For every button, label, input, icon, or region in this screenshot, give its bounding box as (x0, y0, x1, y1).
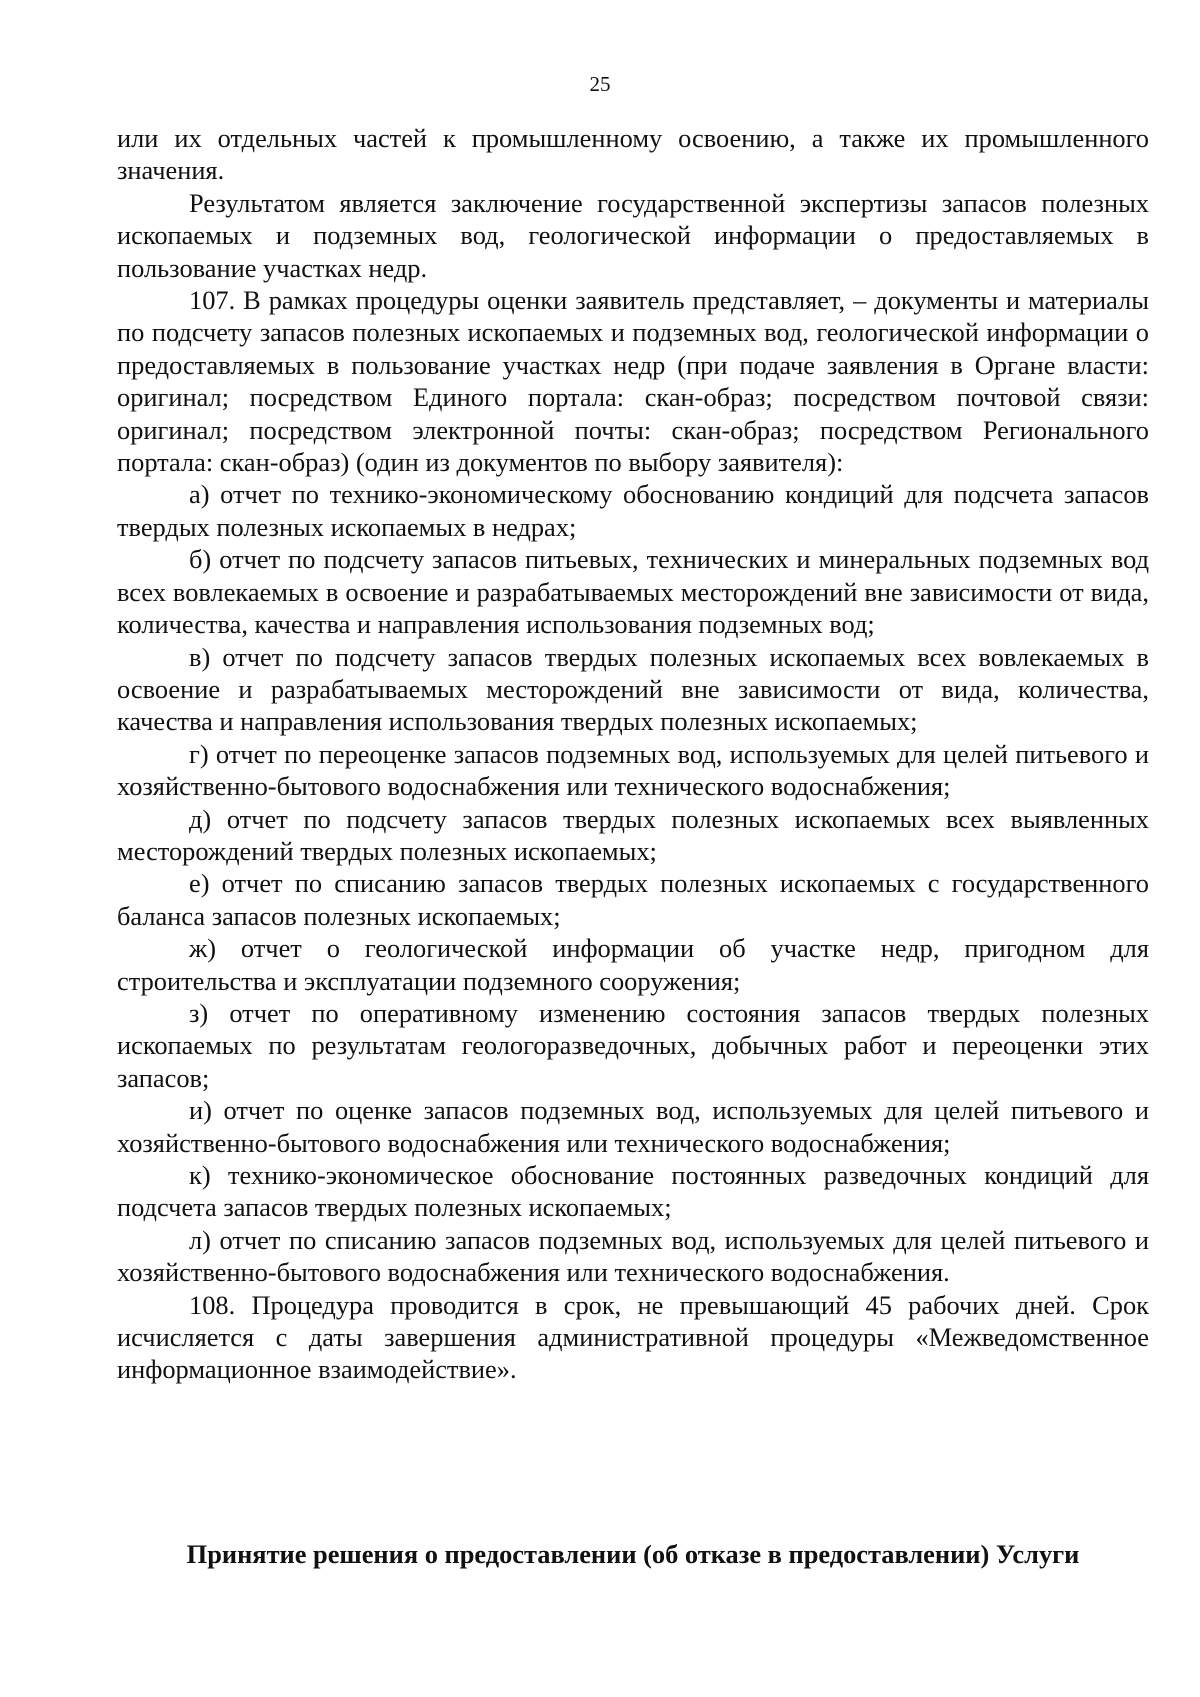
list-item-b: б) отчет по подсчету запасов питьевых, технических и минеральных подземных вод всех вовлекаемых в освоение и разрабатываемых месторождений вне зависимости от вида, количества, качества и направления использования подземных вод; (117, 544, 1149, 640)
section-heading: Принятие решения о предоставлении (об отказе в предоставлении) Услуги (186, 1539, 1080, 1569)
paragraph-108: 108. Процедура проводится в срок, не превышающий 45 рабочих дней. Срок исчисляется с даты завершения административной процедуры «Межведомственное информационное взаимодействие». (117, 1289, 1149, 1385)
list-item-k: к) технико-экономическое обоснование постоянных разведочных кондиций для подсчета запасов твердых полезных ископаемых; (117, 1160, 1149, 1223)
list-item-i: и) отчет по оценке запасов подземных вод, используемых для целей питьевого и хозяйственно-бытового водоснабжения или технического водоснабжения; (117, 1095, 1149, 1158)
list-item-v: в) отчет по подсчету запасов твердых полезных ископаемых всех вовлекаемых в освоение и разрабатываемых месторождений вне зависимости от вида, количества, качества и направления использования твердых полезных ископаемых; (117, 641, 1149, 737)
list-item-zh: ж) отчет о геологической информации об участке недр, пригодном для строительства и эксплуатации подземного сооружения; (117, 933, 1149, 996)
list-item-d: д) отчет по подсчету запасов твердых полезных ископаемых всех выявленных месторождений твердых полезных ископаемых; (117, 803, 1149, 866)
paragraph-continuation: или их отдельных частей к промышленному освоению, а также их промышленного значения. (117, 123, 1149, 186)
page-number: 25 (589, 72, 611, 96)
paragraph-result: Результатом является заключение государственной экспертизы запасов полезных ископаемых и подземных вод, геологической информации о предоставляемых в пользование участках недр. (117, 187, 1149, 283)
list-item-l: л) отчет по списанию запасов подземных вод, используемых для целей питьевого и хозяйственно-бытового водоснабжения или технического водоснабжения. (117, 1224, 1149, 1288)
list-item-a: а) отчет по технико-экономическому обоснованию кондиций для подсчета запасов твердых полезных ископаемых в недрах; (117, 479, 1149, 542)
paragraph-107: 107. В рамках процедуры оценки заявитель представляет, – документы и материалы по подсчету запасов полезных ископаемых и подземных вод, геологической информации о предоставляемых в пользование участках недр (при подаче заявления в Органе власти: оригинал; посредством Единого портала: скан-образ; посредством почтовой связи: оригинал; посредством электронной почты: скан-образ; посредством Регионального портала: скан-образ) (один из документов по выбору заявителя): (117, 285, 1149, 478)
body-text (117, 122, 1149, 1386)
list-item-z: з) отчет по оперативному изменению состояния запасов твердых полезных ископаемых по результатам геологоразведочных, добычных работ и переоценки этих запасов; (117, 997, 1149, 1093)
list-item-g: г) отчет по переоценке запасов подземных вод, используемых для целей питьевого и хозяйственно-бытового водоснабжения или технического водоснабжения; (117, 738, 1149, 802)
list-item-e: е) отчет по списанию запасов твердых полезных ископаемых с государственного баланса запасов полезных ископаемых; (117, 868, 1149, 931)
